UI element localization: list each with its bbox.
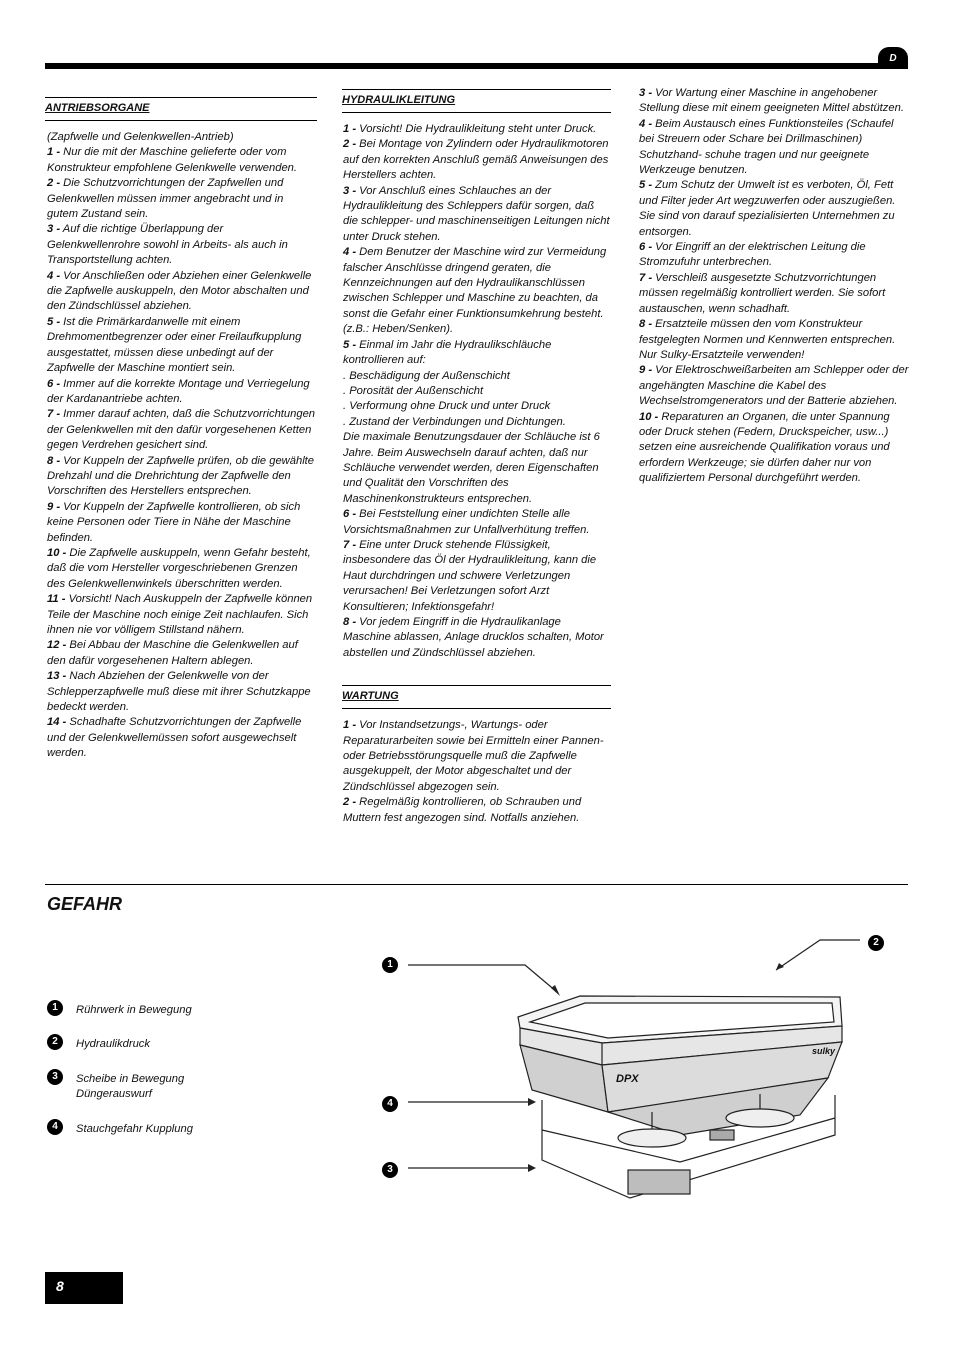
- item-text: Einmal im Jahr die Hydraulikschläuche kontrollieren auf:: [343, 338, 552, 367]
- item-text: Immer darauf achten, daß die Schutzvorrichtungen der Gelenkwellen mit den dafür vorgesehenen Ketten gegen Verdrehen gesichert sind.: [47, 408, 316, 452]
- item-number: 5 -: [47, 315, 61, 328]
- item-number: 1 -: [47, 146, 61, 159]
- item-number: 8 -: [639, 318, 653, 331]
- item-number: 6 -: [639, 241, 653, 254]
- list-item: [343, 615, 611, 661]
- list-item: [47, 715, 317, 761]
- intro-text: (Zapfwelle und Gelenkwellen-Antrieb): [47, 131, 234, 143]
- item-text: Ist die Primärkardanwelle mit einem Drehmomentbegrenzer oder einer Freilaufkupplung ausgestattet, müssen diese unbedingt auf der Zapfwelle der Maschine montiert sein.: [47, 315, 302, 375]
- item-text: Vor Wartung einer Maschine in angehobener Stellung diese mit einem geeigneten Mittel abstützen.: [639, 87, 904, 115]
- checklist-schlaeuche: [343, 369, 611, 431]
- top-rule: [45, 63, 908, 69]
- item-number: 4 -: [47, 269, 61, 282]
- item-number: 1 -: [343, 123, 357, 135]
- item-number: 8 -: [47, 454, 61, 467]
- item-number: 12 -: [47, 639, 67, 652]
- item-number: 9 -: [639, 364, 653, 377]
- column-hydraulik: [343, 89, 611, 826]
- checklist-item: . Verformung ohne Druck und unter Druck: [343, 400, 551, 413]
- item-text: Vor Kuppeln der Zapfwelle kontrollieren, ob sich keine Personen oder Tiere in Nähe der Maschine befinden.: [47, 500, 301, 544]
- spreader-drawing: [380, 930, 910, 1210]
- list-item: [47, 669, 317, 715]
- item-number: 4 -: [343, 246, 357, 259]
- list-item: [639, 317, 911, 363]
- item-text: Vor jedem Eingriff in die Hydraulikanlage Maschine ablassen, Anlage drucklos schalten, Motor abstellen und Zündschlüssel abziehen.: [343, 616, 604, 659]
- item-number: 2 -: [47, 177, 61, 190]
- section-title-hydraulikleitung: HYDRAULIKLEITUNG: [342, 89, 611, 113]
- item-text: Verschleiß ausgesetzte Schutzvorrichtungen müssen regelmäßig kontrolliert werden. Sie sofort austauschen, wenn schadhaft.: [639, 271, 886, 315]
- item-text: Schadhafte Schutzvorrichtungen der Zapfwelle und der Gelenkwellemüssen sofort ausgewechselt werden.: [47, 716, 302, 760]
- model-label: DPX: [616, 1073, 639, 1085]
- legend-text: Scheibe in Bewegung Düngerauswurf: [76, 1072, 185, 1101]
- list-item: [343, 245, 611, 337]
- callout-1: 1: [382, 957, 398, 973]
- language-tab: D: [878, 47, 908, 69]
- item-number: 6 -: [343, 508, 357, 521]
- item-number: 10 -: [639, 410, 659, 423]
- item-number: 10 -: [47, 546, 67, 559]
- section-title-antriebsorgane: ANTRIEBSORGANE: [45, 97, 317, 121]
- list-item: [47, 269, 317, 315]
- item-number: 11 -: [47, 593, 66, 606]
- item-number: 5 -: [639, 179, 653, 192]
- list-wartung-continued: [639, 86, 911, 487]
- item-text: Vor Eingriff an der elektrischen Leitung die Stromzufuhr unterbrechen.: [639, 241, 866, 269]
- item-text: Bei Montage von Zylindern oder Hydraulikmotoren auf den korrekten Anschluß gemäß Anweisungen des Herstellers achten.: [343, 138, 609, 182]
- list-item: [47, 222, 317, 268]
- list-item: [343, 184, 611, 246]
- checklist-item: . Zustand der Verbindungen und Dichtungen.: [343, 415, 566, 428]
- list-item: [47, 176, 317, 222]
- item-text: Auf die richtige Überlappung der Gelenkwellenrohre sowohl in Arbeits- als auch in Transportstellung achten.: [47, 223, 288, 267]
- column-antriebsorgane: [47, 97, 317, 762]
- list-wartung: [343, 718, 611, 826]
- item-text: Ersatzteile müssen den vom Konstrukteur festgelegten Normen und Kennwerten entsprechen. Nur Sulky-Ersatzteile verwenden!: [639, 318, 896, 361]
- callout-3: 3: [382, 1162, 398, 1178]
- list-item: [47, 315, 317, 377]
- list-item: [47, 377, 317, 408]
- item-text: Vorsicht! Nach Auskuppeln der Zapfwelle können Teile der Maschine noch einige Zeit nachlaufen. Sich ihnen nie vor völligem Stillstand nähern.: [47, 593, 313, 636]
- item-text: Zum Schutz der Umwelt ist es verboten, Öl, Fett und Filter jeder Art wegzuwerfen oder auszugießen. Sie sind von darauf spezialisierten Unternehmen zu entsorgen.: [639, 179, 896, 238]
- item-text: Vorsicht! Die Hydraulikleitung steht unter Druck.: [359, 123, 597, 135]
- item-number: 6 -: [47, 377, 61, 390]
- legend-text: Rührwerk in Bewegung: [76, 1004, 192, 1016]
- list-item: [639, 410, 911, 487]
- item-text: Bei Feststellung einer undichten Stelle alle Vorsichtsmaßnahmen zur Unfallverhütung treffen.: [343, 508, 590, 536]
- list-item: [639, 363, 911, 409]
- item-number: 3 -: [639, 87, 653, 99]
- list-item: [639, 271, 911, 317]
- item-number: 4 -: [639, 117, 653, 130]
- legend-number: 1: [47, 1000, 63, 1016]
- item-number: 7 -: [47, 408, 61, 421]
- list-item: [47, 546, 317, 592]
- legend-item: [47, 1069, 256, 1103]
- item-text: Vor Anschließen oder Abziehen einer Gelenkwelle die Zapfwelle auskuppeln, den Motor abschalten und den Zündschlüssel abziehen.: [47, 269, 312, 313]
- list-item: [343, 507, 611, 538]
- list-hydraulik-part1: [343, 122, 611, 369]
- item-number: 1 -: [343, 719, 357, 732]
- item-number: 5 -: [343, 338, 357, 351]
- list-item: [343, 137, 611, 183]
- list-item: [639, 178, 911, 240]
- item-text: Eine unter Druck stehende Flüssigkeit, insbesondere das Öl der Hydraulikleitung, kann die Haut durchdringen und schwere Verletzungen verursachen! Bei Verletzungen sofort Arzt Konsultieren; Infektionsgefahr!: [343, 538, 597, 613]
- list-item: [343, 122, 611, 137]
- item-text: Dem Benutzer der Maschine wird zur Vermeidung falscher Anschlüsse dringend geraten, die Kennzeichnungen auf den Hydraulikanschlüssen zwischen Schlepper und Maschine zu beachten, da sonst die Gefahr einer Funktionsumkehrung besteht. (z.B.: Heben/Senken).: [343, 246, 607, 336]
- list-antriebsorgane: [47, 145, 317, 761]
- item-number: 3 -: [47, 223, 61, 236]
- list-item: [343, 718, 611, 795]
- list-item: [47, 454, 317, 500]
- danger-legend: [47, 1000, 256, 1153]
- item-text: Vor Elektroschweißarbeiten am Schlepper oder der angehängten Maschine die Kabel des Wechselstromgenerators und der Batterie abziehen.: [639, 364, 909, 408]
- list-item: [343, 338, 611, 369]
- list-item: [639, 86, 911, 117]
- legend-item: [47, 1034, 256, 1052]
- list-item: [47, 592, 317, 638]
- legend-item: [47, 1000, 256, 1018]
- item-number: 13 -: [47, 670, 67, 683]
- column-wartung-continued: [639, 86, 911, 487]
- legend-number: 4: [47, 1119, 63, 1135]
- callout-2: 2: [868, 935, 884, 951]
- item-text: Vor Anschluß eines Schlauches an der Hydraulikleitung des Schleppers dafür sorgen, daß die schlepper- und maschinenseitigen Leitungen nicht unter Druck stehen.: [343, 184, 610, 243]
- legend-number: 3: [47, 1069, 63, 1085]
- item-text: Nach Abziehen der Gelenkwelle von der Schlepperzapfwelle muß diese mit ihrer Schutzkappe bedeckt werden.: [47, 670, 311, 714]
- legend-number: 2: [47, 1034, 63, 1050]
- item-text: Vor Instandsetzungs-, Wartungs- oder Reparaturarbeiten sowie bei Ermitteln einer Pannen- oder Betriebsstörungsquelle muß die Zapfwelle ausgekuppelt, der Motor abgeschaltet und der Zündschlüssel abgezogen sein.: [343, 719, 604, 793]
- legend-item: [47, 1119, 256, 1137]
- item-number: 14 -: [47, 716, 67, 729]
- item-text: Bei Abbau der Maschine die Gelenkwellen auf den dafür vorgesehenen Haltern ablegen.: [47, 639, 298, 667]
- hose-lifetime-text: Die maximale Benutzungsdauer der Schläuche ist 6 Jahre. Beim Auswechseln darauf achten, daß nur Schläuche verwendet werden, deren Eigenschaften und Qualität den Vorschriften des Maschinenkonstrukteurs entsprechen.: [343, 431, 600, 505]
- item-text: Regelmäßig kontrollieren, ob Schrauben und Muttern fest angezogen sind. Notfalls anziehen.: [343, 796, 582, 824]
- legend-text: Hydraulikdruck: [76, 1038, 150, 1051]
- section-divider: [45, 884, 908, 885]
- list-item: [639, 240, 911, 271]
- item-number: 2 -: [343, 796, 357, 809]
- item-text: Vor Kuppeln der Zapfwelle prüfen, ob die gewählte Drehzahl und die Drehrichtung der Zapfwelle den Vorschriften des Herstellers entsprechen.: [47, 454, 315, 498]
- list-item: [343, 538, 611, 615]
- section-title-wartung: WARTUNG: [342, 685, 611, 709]
- item-number: 7 -: [343, 538, 357, 551]
- item-text: Immer auf die korrekte Montage und Verriegelung der Kardanantriebe achten.: [47, 377, 310, 405]
- brand-label: sulky: [812, 1046, 836, 1056]
- checklist-item: . Beschädigung der Außenschicht: [343, 369, 510, 382]
- item-text: Reparaturen an Organen, die unter Spannung oder Druck stehen (Federn, Druckspeicher, usw...) setzen eine ausreichende Qualifikation voraus und erfordern Werkzeuge; sie dürfen daher nur von qualifiziertem Personal durchgeführt werden.: [639, 410, 890, 485]
- list-item: [47, 407, 317, 453]
- item-text: Beim Austausch eines Funktionsteiles (Schaufel bei Streuern oder Schare bei Drillmaschinen) Schutzhand- schuhe tragen und nur geeignete Werkzeuge benutzen.: [639, 117, 894, 177]
- list-item: [47, 638, 317, 669]
- leader-line-1: [408, 965, 557, 992]
- list-hydraulik-part2: [343, 507, 611, 661]
- gefahr-title: GEFAHR: [47, 894, 123, 914]
- checklist-item: . Porosität der Außenschicht: [343, 384, 484, 397]
- item-number: 3 -: [343, 184, 357, 197]
- item-text: Nur die mit der Maschine gelieferte oder vom Konstrukteur empfohlene Gelenkwelle verwenden.: [47, 146, 297, 174]
- leader-line-2: [776, 940, 860, 970]
- item-number: 9 -: [47, 500, 61, 513]
- item-number: 7 -: [639, 271, 653, 284]
- list-item: [639, 117, 911, 179]
- list-item: [47, 145, 317, 176]
- list-item: [47, 500, 317, 546]
- item-text: Die Schutzvorrichtungen der Zapfwellen und Gelenkwellen müssen immer angebracht und in gutem Zustand sein.: [47, 177, 284, 221]
- item-number: 2 -: [343, 138, 357, 151]
- list-item: [343, 795, 611, 826]
- item-number: 8 -: [343, 616, 357, 628]
- page-number: 8: [45, 1272, 123, 1304]
- callout-4: 4: [382, 1096, 398, 1112]
- item-text: Die Zapfwelle auskuppeln, wenn Gefahr besteht, daß die vom Hersteller vorgeschriebenen Grenzen des Gelenkwellenwinkels überschritten werden.: [47, 546, 311, 590]
- legend-text: Stauchgefahr Kupplung: [76, 1122, 193, 1135]
